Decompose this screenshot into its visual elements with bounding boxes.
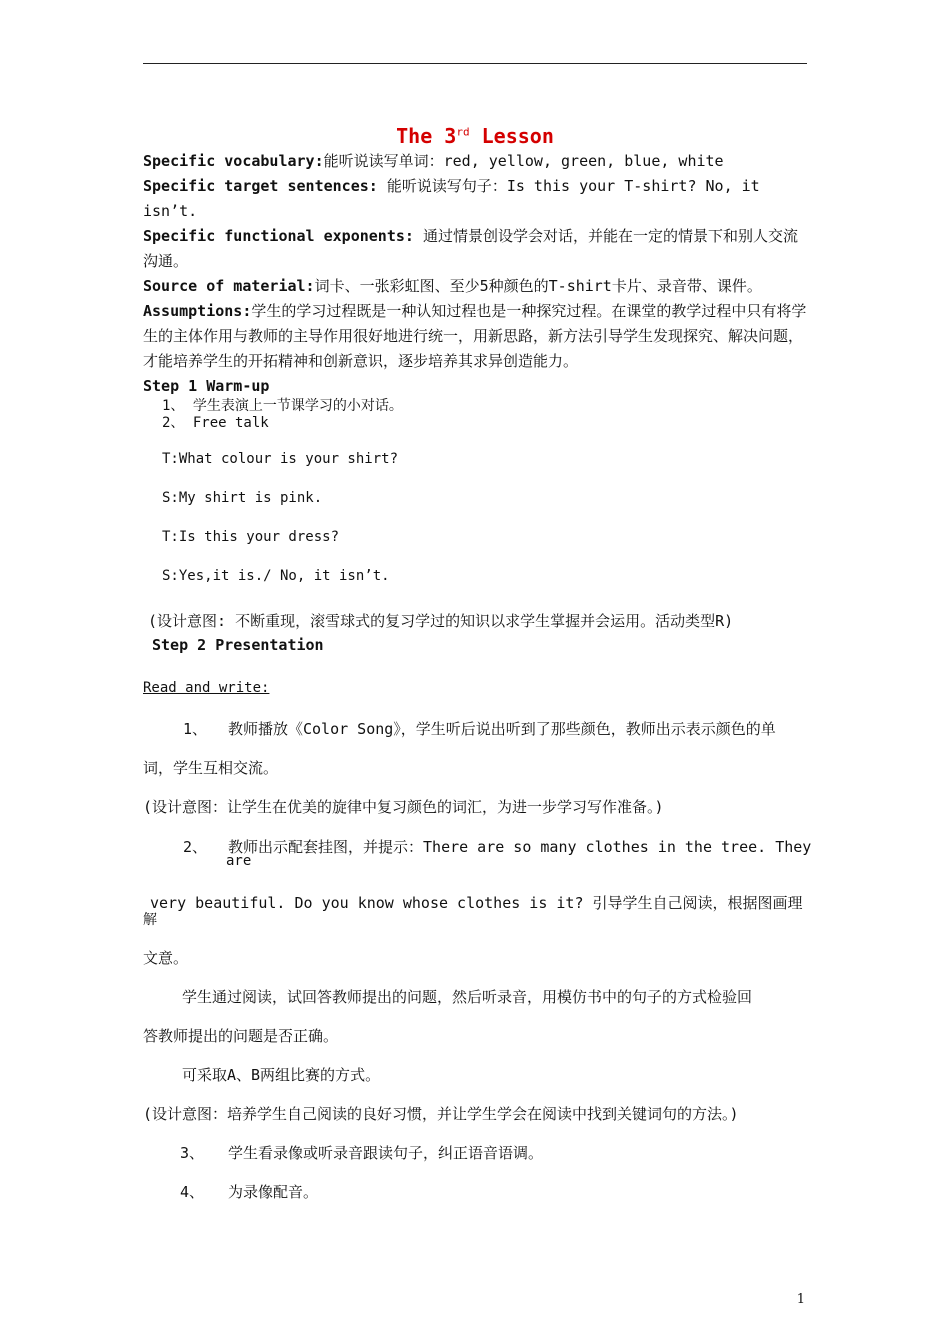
- target-line: Specific target sentences: 能听说读写句子：Is this your T-shirt? No, it isn’t.: [143, 177, 760, 220]
- objectives: [143, 149, 811, 399]
- step1-heading: Step 1 Warm-up: [143, 377, 270, 395]
- intent-1: (设计意图：让学生在优美的旋律中复习颜色的词汇，为进一步学习写作准备。): [143, 798, 664, 816]
- p2-line-a2: are: [226, 853, 252, 869]
- p2-line-a: 教师出示配套挂图，并提示：There are so many clothes in the tree. They: [228, 838, 812, 856]
- page-title: The 3rd Lesson: [396, 124, 554, 148]
- p6-number: 4、: [180, 1183, 205, 1201]
- p1-number: 1、: [183, 720, 208, 738]
- functional-line: Specific functional exponents: 通过情景创设学会对话，并能在一定的情景下和别人交流沟通。: [143, 227, 798, 270]
- assumptions-line: Assumptions:学生的学习过程既是一种认知过程也是一种探究过程。在课堂的教学过程中只有将学生的主体作用与教师的主导作用很好地进行统一，用新思路，新方法引导学生发现探究、解决问题，才能培养学生的开拓精神和创新意识，逐步培养其求异创造能力。: [143, 302, 807, 370]
- read-write-subheading: Read and write:: [143, 680, 270, 696]
- p4-line: 可采取A、B两组比赛的方式。: [182, 1066, 381, 1084]
- header-rule: [143, 63, 807, 64]
- intent-2: (设计意图：培养学生自己阅读的良好习惯，并让学生学会在阅读中找到关键词句的方法。): [143, 1105, 739, 1123]
- p5-line: 学生看录像或听录音跟读句子，纠正语音语调。: [228, 1144, 544, 1162]
- step2-heading: Step 2 Presentation: [152, 636, 324, 654]
- dialogue-line-3: T:Is this your dress?: [162, 529, 340, 545]
- p2-number: 2、: [183, 838, 208, 856]
- step1-intent: (设计意图: 不断重现，滚雪球式的复习学过的知识以求学生掌握并会运用。活动类型R): [148, 612, 734, 630]
- p5-number: 3、: [180, 1144, 205, 1162]
- material-line: Source of material:词卡、一张彩虹图、至少5种颜色的T-shirt卡片、录音带、课件。: [143, 277, 762, 295]
- p3-line-b: 答教师提出的问题是否正确。: [143, 1027, 339, 1045]
- p3-line-a: 学生通过阅读，试回答教师提出的问题，然后听录音，用模仿书中的句子的方式检验回: [182, 988, 753, 1006]
- p1-line-a: 教师播放《Color Song》，学生听后说出听到了那些颜色，教师出示表示颜色的单: [228, 720, 776, 738]
- step1-item2: 2、 Free talk: [162, 415, 269, 431]
- p2-line-b2: 解: [143, 912, 157, 928]
- page-number: 1: [796, 1292, 805, 1307]
- dialogue-line-2: S:My shirt is pink.: [162, 490, 323, 506]
- dialogue-line-1: T:What colour is your shirt?: [162, 451, 399, 467]
- p2-line-b: very beautiful. Do you know whose clothes is it? 引导学生自己阅读，根据图画理: [150, 894, 803, 912]
- dialogue-line-4: S:Yes,it is./ No, it isn’t.: [162, 568, 390, 584]
- vocab-line: Specific vocabulary:能听说读写单词：red, yellow, green, blue, white: [143, 152, 724, 170]
- p1-line-b: 词，学生互相交流。: [143, 759, 279, 777]
- p2-line-c: 文意。: [143, 949, 189, 967]
- step1-item1: 1、 学生表演上一节课学习的小对话。: [162, 398, 403, 414]
- p6-line: 为录像配音。: [228, 1183, 319, 1201]
